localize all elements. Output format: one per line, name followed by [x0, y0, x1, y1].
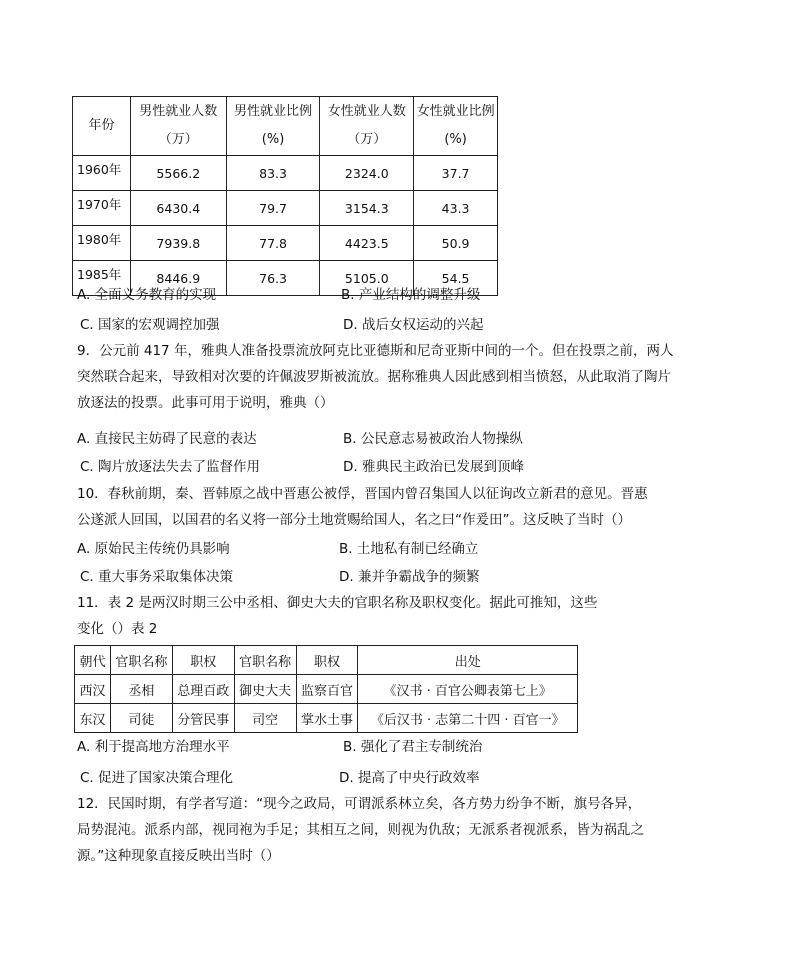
cell: 8446.9 [130, 261, 226, 296]
header-male-count: 男性就业人数 （万） [130, 97, 226, 156]
q8-option-c: C. 国家的宏观调控加强 [80, 317, 220, 333]
cell: 司空 [234, 704, 296, 733]
header-power: 职权 [296, 646, 358, 675]
header-female-count: 女性就业人数 （万） [320, 97, 414, 156]
cell: 54.5 [414, 261, 498, 296]
q8-option-d: D. 战后女权运动的兴起 [343, 317, 484, 333]
cell: 总理百政 [172, 675, 234, 704]
q9-option-d: D. 雅典民主政治已发展到顶峰 [343, 459, 524, 475]
cell: 1985年 [73, 261, 131, 296]
q9-option-c: C. 陶片放逐法失去了监督作用 [80, 459, 261, 475]
q11-option-c: C. 促进了国家决策合理化 [80, 770, 234, 786]
cell: 7939.8 [130, 226, 226, 261]
q8-option-a: A. 全面义务教育的实现 [77, 287, 217, 303]
cell: 5105.0 [320, 261, 414, 296]
q9-stem: 9．公元前 417 年，雅典人准备投票流放阿克比亚德斯和尼奇亚斯中间的一个。但在投票之前，两人 突然联合起来，导致相对次要的许佩波罗斯被流放。据称雅典人因此感到相当愤怒，从此取消了陶片 放逐法的投票。此事可用于说明，雅典（） [77, 343, 674, 411]
cell: 分管民事 [172, 704, 234, 733]
cell: 37.7 [414, 156, 498, 191]
cell: 1970年 [73, 191, 131, 226]
table-row [73, 156, 498, 191]
table-row [73, 191, 498, 226]
header-title: 官职名称 [234, 646, 296, 675]
table-row [73, 226, 498, 261]
cell: 43.3 [414, 191, 498, 226]
cell: 50.9 [414, 226, 498, 261]
q10-option-a: A. 原始民主传统仍具影响 [77, 541, 230, 557]
cell: 6430.4 [130, 191, 226, 226]
header-female-ratio: 女性就业比例 (%) [414, 97, 498, 156]
cell: 2324.0 [320, 156, 414, 191]
cell: 3154.3 [320, 191, 414, 226]
cell: 83.3 [226, 156, 320, 191]
q11-option-a: A. 利于提高地方治理水平 [77, 739, 230, 755]
q11-option-d: D. 提高了中央行政效率 [339, 770, 480, 786]
cell: 1980年 [73, 226, 131, 261]
cell: 《后汉书 · 志第二十四 · 百官一》 [358, 704, 578, 733]
cell: 79.7 [226, 191, 320, 226]
header-title: 官职名称 [110, 646, 172, 675]
cell: 丞相 [110, 675, 172, 704]
header-dynasty: 朝代 [75, 646, 111, 675]
cell: 御史大夫 [234, 675, 296, 704]
table-row [75, 704, 578, 733]
q8-option-b: B. 产业结构的调整升级 [341, 287, 481, 303]
cell: 《汉书 · 百官公卿表第七上》 [358, 675, 578, 704]
q9-option-a: A. 直接民主妨碍了民意的表达 [77, 431, 257, 447]
header-year: 年份 [73, 97, 131, 156]
q11-stem: 11．表 2 是两汉时期三公中丞相、御史大夫的官职名称及职权变化。据此可推知，这些 变化（）表 2 [77, 595, 598, 637]
table-row [75, 675, 578, 704]
cell: 监察百官 [296, 675, 358, 704]
q10-option-d: D. 兼并争霸战争的频繁 [339, 569, 480, 585]
header-power: 职权 [172, 646, 234, 675]
q10-option-c: C. 重大事务采取集体决策 [80, 569, 234, 585]
header-source: 出处 [358, 646, 578, 675]
q11-option-b: B. 强化了君主专制统治 [343, 739, 483, 755]
employment-table [72, 96, 498, 296]
q12-stem: 12．民国时期，有学者写道：“现今之政局，可谓派系林立矣，各方势力纷争不断，旗号各异， 局势混沌。派系内部，视同袍为手足；其相互之间，则视为仇敌；无派系者视派系，皆为祸乱之 源。”这种现象直接反映出当时（） [77, 796, 644, 864]
officials-table [74, 645, 578, 733]
cell: 77.8 [226, 226, 320, 261]
cell: 掌水土事 [296, 704, 358, 733]
cell: 东汉 [75, 704, 111, 733]
cell: 司徒 [110, 704, 172, 733]
q9-option-b: B. 公民意志易被政治人物操纵 [343, 431, 523, 447]
cell: 76.3 [226, 261, 320, 296]
cell: 1960年 [73, 156, 131, 191]
cell: 4423.5 [320, 226, 414, 261]
q10-stem: 10．春秋前期，秦、晋韩原之战中晋惠公被俘，晋国内曾召集国人以征询改立新君的意见。晋惠 公遂派人回国，以国君的名义将一部分土地赏赐给国人，名之曰“作爰田”。这反映了当时（） [77, 486, 648, 528]
q10-option-b: B. 土地私有制已经确立 [339, 541, 479, 557]
cell: 西汉 [75, 675, 111, 704]
cell: 5566.2 [130, 156, 226, 191]
header-male-ratio: 男性就业比例 (%) [226, 97, 320, 156]
